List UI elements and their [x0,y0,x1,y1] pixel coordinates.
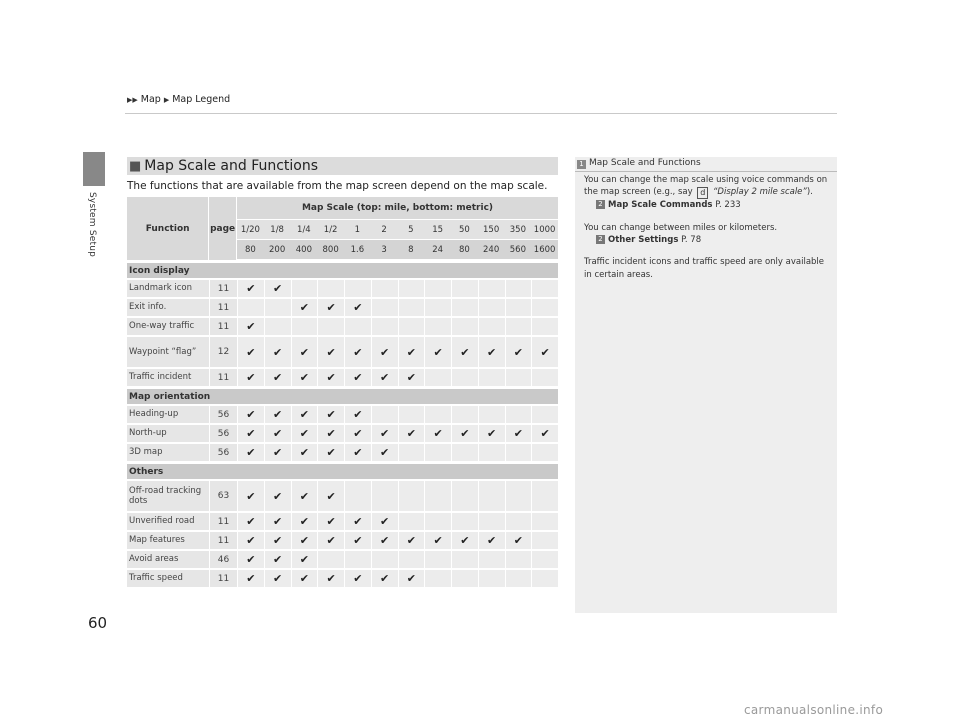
check-icon: ✔ [292,481,318,511]
check-icon: ✔ [372,532,398,549]
mile-scale-cell: 1/4 [297,224,311,235]
function-label: Exit info. [127,299,209,316]
check-icon: ✔ [345,444,371,461]
empty-cell [425,551,451,568]
empty-cell [318,318,344,335]
note-paragraph-units [584,222,829,247]
empty-cell [452,318,478,335]
category-header: Others [127,464,558,479]
metric-scale-cell: 80 [244,244,256,255]
check-icon: ✔ [265,481,291,511]
page-ref: 11 [210,318,237,335]
reference-page: P. 233 [715,200,741,211]
empty-cell [532,444,558,461]
empty-cell [452,280,478,297]
empty-cell [506,406,532,423]
check-icon: ✔ [399,570,425,587]
empty-cell [506,551,532,568]
page-ref: 56 [210,425,237,442]
empty-cell [399,513,425,530]
breadcrumb [127,94,230,105]
metric-scale-cell: 560 [509,244,526,255]
empty-cell [506,280,532,297]
check-icon: ✔ [265,406,291,423]
empty-cell [372,481,398,511]
function-label: Waypoint “flag” [127,337,209,367]
note-paragraph-voice [584,174,829,212]
empty-cell [345,280,371,297]
empty-cell [506,299,532,316]
empty-cell [372,406,398,423]
check-icon: ✔ [372,570,398,587]
check-icon: ✔ [238,532,264,549]
side-note [575,157,837,613]
function-label: Avoid areas [127,551,209,568]
table-row [127,318,558,335]
function-label: 3D map [127,444,209,461]
table-row [127,369,558,386]
check-icon: ✔ [265,280,291,297]
empty-cell [425,318,451,335]
empty-cell [506,481,532,511]
empty-cell [452,481,478,511]
check-icon: ✔ [452,337,478,367]
reference-page: P. 78 [681,234,702,245]
check-icon: ✔ [372,425,398,442]
side-tab-label: System Setup [87,192,97,258]
note-text: ). [806,187,813,198]
check-icon: ✔ [265,369,291,386]
check-icon: ✔ [238,513,264,530]
side-note-body [584,174,829,291]
empty-cell [532,299,558,316]
breadcrumb-item-map-legend[interactable]: Map Legend [172,94,231,105]
check-icon: ✔ [318,513,344,530]
table-row [127,513,558,530]
note-reference-1[interactable] [584,199,829,211]
empty-cell [345,318,371,335]
page-ref: 63 [210,481,237,511]
reference-title: Map Scale Commands [608,200,713,211]
check-icon: ✔ [292,513,318,530]
empty-cell [399,444,425,461]
empty-cell [265,318,291,335]
empty-cell [318,551,344,568]
page-ref: 56 [210,444,237,461]
check-icon: ✔ [399,532,425,549]
page-ref: 11 [210,369,237,386]
empty-cell [479,570,505,587]
check-icon: ✔ [506,532,532,549]
empty-cell [425,513,451,530]
check-icon: ✔ [318,532,344,549]
page-ref: 12 [210,337,237,367]
section-heading [127,157,558,175]
empty-cell [452,444,478,461]
check-icon: ✔ [318,369,344,386]
function-label: North-up [127,425,209,442]
side-note-title-text: Map Scale and Functions [589,158,701,169]
page-ref: 46 [210,551,237,568]
check-icon: ✔ [372,369,398,386]
check-icon: ✔ [292,299,318,316]
watermark-text: carmanualsonline.info [744,703,884,717]
empty-cell [532,369,558,386]
page-number: 60 [88,614,108,632]
empty-cell [452,570,478,587]
metric-scale-cell: 80 [458,244,470,255]
empty-cell [532,551,558,568]
check-icon: ✔ [345,337,371,367]
check-icon: ✔ [265,425,291,442]
check-icon: ✔ [425,425,451,442]
empty-cell [532,481,558,511]
metric-scale-cell: 1600 [533,244,556,255]
mile-scale-cell: 350 [509,224,526,235]
scale-header [237,197,558,260]
check-icon: ✔ [292,425,318,442]
metric-scale-row [237,240,558,259]
reference-arrow-icon: 2 [596,200,605,209]
note-text: You can change between miles or kilometers. [584,222,778,233]
check-icon: ✔ [318,570,344,587]
empty-cell [479,280,505,297]
check-icon: ✔ [265,570,291,587]
table-body [127,263,558,587]
breadcrumb-arrow-icon: ▶ [163,95,170,104]
empty-cell [506,369,532,386]
empty-cell [506,513,532,530]
table-row [127,551,558,568]
check-icon: ✔ [292,532,318,549]
table-row [127,425,558,442]
page-ref: 11 [210,570,237,587]
empty-cell [292,318,318,335]
mile-scale-row [237,220,558,239]
check-icon: ✔ [452,425,478,442]
empty-cell [506,318,532,335]
empty-cell [425,406,451,423]
table-header [127,197,558,260]
empty-cell [345,481,371,511]
empty-cell [399,318,425,335]
check-icon: ✔ [506,425,532,442]
empty-cell [452,551,478,568]
table-row [127,406,558,423]
function-label: Landmark icon [127,280,209,297]
check-icon: ✔ [238,280,264,297]
empty-cell [479,406,505,423]
check-icon: ✔ [238,337,264,367]
check-icon: ✔ [238,369,264,386]
function-column-header: Function [127,197,208,260]
reference-title: Other Settings [608,234,679,245]
empty-cell [479,444,505,461]
table-row [127,532,558,549]
empty-cell [532,318,558,335]
metric-scale-cell: 24 [432,244,444,255]
mile-scale-cell: 150 [483,224,500,235]
function-label: Map features [127,532,209,549]
check-icon: ✔ [265,337,291,367]
metric-scale-cell: 400 [295,244,312,255]
page-ref: 11 [210,513,237,530]
empty-cell [425,481,451,511]
reference-arrow-icon: 2 [596,235,605,244]
breadcrumb-arrow-icon: ▶▶ [127,95,138,104]
empty-cell [452,299,478,316]
empty-cell [399,551,425,568]
metric-scale-cell: 1.6 [350,244,365,255]
check-icon: ✔ [238,425,264,442]
empty-cell [452,406,478,423]
empty-cell [532,532,558,549]
scale-header-title: Map Scale (top: mile, bottom: metric) [237,197,558,219]
function-label: Off-road tracking dots [127,481,209,511]
metric-scale-cell: 240 [483,244,500,255]
check-icon: ✔ [479,532,505,549]
check-icon: ✔ [318,406,344,423]
page-column-header: page [209,197,236,260]
check-icon: ✔ [265,532,291,549]
empty-cell [399,299,425,316]
check-icon: ✔ [238,481,264,511]
check-icon: ✔ [425,532,451,549]
empty-cell [399,280,425,297]
check-icon: ✔ [479,425,505,442]
check-icon: ✔ [372,337,398,367]
empty-cell [479,299,505,316]
page-ref: 56 [210,406,237,423]
check-icon: ✔ [318,299,344,316]
breadcrumb-item-map[interactable]: Map [140,94,161,105]
check-icon: ✔ [345,369,371,386]
mile-scale-cell: 1/20 [240,224,260,235]
check-icon: ✔ [372,444,398,461]
mile-scale-cell: 50 [458,224,470,235]
check-icon: ✔ [318,337,344,367]
check-icon: ✔ [452,532,478,549]
note-voice-command: “Display 2 mile scale” [713,187,807,198]
empty-cell [532,513,558,530]
check-icon: ✔ [345,425,371,442]
mile-scale-cell: 1 [354,224,361,235]
metric-scale-cell: 800 [322,244,339,255]
empty-cell [372,280,398,297]
table-row [127,481,558,511]
empty-cell [292,280,318,297]
mile-scale-cell: 1/2 [323,224,338,235]
mile-scale-cell: 15 [432,224,444,235]
check-icon: ✔ [238,551,264,568]
check-icon: ✔ [372,513,398,530]
empty-cell [318,280,344,297]
empty-cell [372,299,398,316]
mile-scale-cell: 2 [381,224,387,235]
metric-scale-cell: 3 [381,244,387,255]
check-icon: ✔ [292,570,318,587]
page-ref: 11 [210,532,237,549]
category-header: Map orientation [127,389,558,404]
check-icon: ✔ [265,444,291,461]
empty-cell [238,299,264,316]
table-row [127,570,558,587]
square-bullet-icon: ■ [129,158,142,174]
note-paragraph-traffic: Traffic incident icons and traffic speed are only available in certain areas. [584,257,825,280]
function-label: Traffic incident [127,369,209,386]
empty-cell [532,570,558,587]
empty-cell [425,299,451,316]
table-row [127,444,558,461]
check-icon: ✔ [532,337,558,367]
empty-cell [425,280,451,297]
note-reference-2[interactable] [584,234,829,246]
check-icon: ✔ [345,532,371,549]
check-icon: ✔ [345,299,371,316]
empty-cell [425,369,451,386]
empty-cell [479,369,505,386]
map-scale-table [127,197,558,589]
function-label: Heading-up [127,406,209,423]
check-icon: ✔ [292,444,318,461]
check-icon: ✔ [479,337,505,367]
empty-cell [399,481,425,511]
note-number-badge: 1 [577,160,586,169]
check-icon: ✔ [292,551,318,568]
check-icon: ✔ [238,318,264,335]
mile-scale-cell: 1000 [533,224,556,235]
check-icon: ✔ [265,551,291,568]
check-icon: ✔ [292,406,318,423]
side-tab-marker [83,152,105,186]
empty-cell [452,513,478,530]
check-icon: ✔ [292,369,318,386]
empty-cell [425,444,451,461]
check-icon: ✔ [506,337,532,367]
empty-cell [265,299,291,316]
check-icon: ✔ [399,369,425,386]
check-icon: ✔ [265,513,291,530]
metric-scale-cell: 8 [408,244,414,255]
function-label: One-way traffic [127,318,209,335]
empty-cell [372,318,398,335]
check-icon: ✔ [345,570,371,587]
check-icon: ✔ [238,444,264,461]
check-icon: ✔ [345,406,371,423]
empty-cell [479,481,505,511]
empty-cell [372,551,398,568]
empty-cell [425,570,451,587]
empty-cell [479,551,505,568]
page-ref: 11 [210,280,237,297]
empty-cell [479,318,505,335]
empty-cell [532,406,558,423]
header-divider [125,113,837,114]
empty-cell [479,513,505,530]
empty-cell [452,369,478,386]
note-text: You can change the map scale using voice commands on the map screen (e.g., say [584,175,828,198]
check-icon: ✔ [238,570,264,587]
check-icon: ✔ [425,337,451,367]
voice-talk-icon: d [697,187,708,199]
page-ref: 11 [210,299,237,316]
section-intro: The functions that are available from the map screen depend on the map scale. [127,180,548,192]
check-icon: ✔ [399,337,425,367]
mile-scale-cell: 5 [408,224,414,235]
function-label: Traffic speed [127,570,209,587]
section-title: Map Scale and Functions [144,158,319,174]
empty-cell [532,280,558,297]
empty-cell [345,551,371,568]
check-icon: ✔ [399,425,425,442]
empty-cell [399,406,425,423]
check-icon: ✔ [318,444,344,461]
table-row [127,299,558,316]
metric-scale-cell: 200 [269,244,286,255]
check-icon: ✔ [532,425,558,442]
side-note-title [575,157,837,172]
function-label: Unverified road [127,513,209,530]
table-row [127,280,558,297]
check-icon: ✔ [238,406,264,423]
check-icon: ✔ [318,481,344,511]
table-row [127,337,558,367]
empty-cell [506,570,532,587]
check-icon: ✔ [345,513,371,530]
mile-scale-cell: 1/8 [270,224,284,235]
category-header: Icon display [127,263,558,278]
empty-cell [506,444,532,461]
check-icon: ✔ [292,337,318,367]
check-icon: ✔ [318,425,344,442]
